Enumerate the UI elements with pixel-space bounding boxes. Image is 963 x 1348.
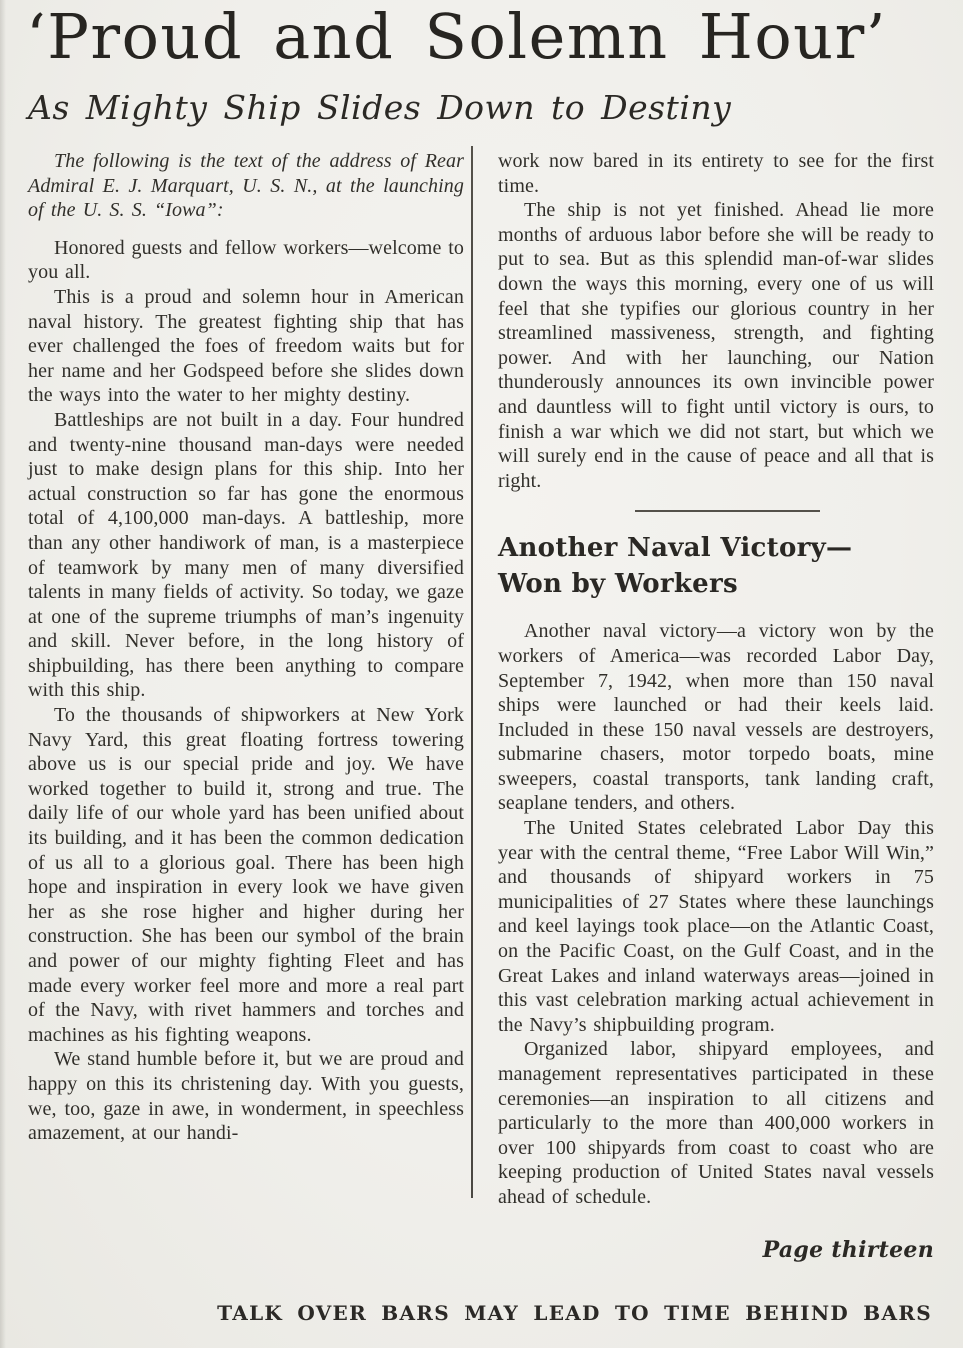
intro-note: The following is the text of the address of Rear Admiral E. J. Marquart, U. S. N., at the launching of the U. S. S. “Iowa”: [28,150,464,222]
paragraph: Organized labor, shipyard employees, and management representatives participated in these ceremonies—an inspiration to all citizens and particularly to the more than 400,000 workers in over 100 shipyards from coast to coast who are keeping production of United States naval vessels ahead of schedule. [498,1038,934,1208]
paragraph: Battleships are not built in a day. Four hundred and twenty-nine thousand man-days were needed just to make design plans for this ship. Into her actual construction so far has gone the enormous total of 4,100,000 man-days. A battleship, more than any other handiwork of man, is a masterpiece of teamwork by many men of many diversified talents in many fields of activity. So today, we gaze at one of the supreme triumphs of man’s ingenuity and skill. Never before, in the long history of shipbuilding, has there been anything to compare with this ship. [28,408,464,702]
paragraph: Another naval victory—a victory won by the workers of America—was recorded Labor Day, September 7, 1942, when more than 150 naval ships were launched or had their keels laid. Included in these 150 naval vessels are destroyers, submarine chasers, motor torpedo boats, mine sweepers, coastal transports, tank landing craft, seaplane tenders, and others. [498,620,934,815]
right-column [498,149,934,1263]
page-subtitle: As Mighty Ship Slides Down to Destiny [28,88,732,127]
left-column [28,149,464,1146]
section-divider-rule [635,510,820,512]
paragraph: The United States celebrated Labor Day this year with the central theme, “Free Labor Will Win,” and thousands of shipyard workers in 75 municipalities of 27 States where these launchings and keel layings took place—on the Atlantic Coast, on the Pacific Coast, on the Gulf Coast, and in the Great Lakes and inland waterways areas—joined in this vast celebration marking actual achievement in the Navy’s shipbuilding program. [498,817,934,1036]
paragraph: We stand humble before it, but we are proud and happy on this its christening day. With you guests, we, too, gaze in awe, in wonderment, in speechless amazement, at our handi- [28,1048,464,1145]
paragraph: To the thousands of shipworkers at New York Navy Yard, this great floating fortress towering above us is our special pride and joy. We have worked together to build it, strong and true. The daily life of our whole yard has been unified about its building, and it has been the common dedication of us all to a glorious goal. There has been high hope and inspiration in every look we have given her as she rose higher and higher during her construction. She has been our symbol of the brain and power of our mighty fighting Fleet and has made every worker feel more and more a real part of the Navy, with rivet hammers and torches and machines as his fighting weapons. [28,704,464,1046]
column-divider-rule [471,146,473,1198]
paragraph: This is a proud and solemn hour in American naval history. The greatest fighting ship that has ever challenged the foes of freedom waits but for her name and her Godspeed before she slides down the ways into the water to her mighty destiny. [28,285,464,407]
paragraph: Honored guests and fellow workers—welcome to you all. [28,236,464,284]
footer-slogan: TALK OVER BARS MAY LEAD TO TIME BEHIND BARS [217,1301,932,1325]
section-heading [498,530,934,602]
page-number-label: Page thirteen [762,1236,934,1263]
section-heading-line2: Won by Workers [498,569,738,600]
paragraph: The ship is not yet finished. Ahead lie more months of arduous labor before she will be ready to put to sea. But as this splendid man-of-war slides down the ways this morning, every one of us will feel that she typifies our glorious country in her streamlined massiveness, strength, and fighting power. And with her launching, our Nation thunderously announces its own invincible power and dauntless will to fight until victory is ours, to finish a war which we did not start, but which we will surely end in the cause of peace and all that is right. [498,199,934,492]
paragraph-continuation: work now bared in its entirety to see for the first time. [498,150,934,197]
section-heading-line1: Another Naval Victory— [498,533,853,564]
page-title: ‘Proud and Solemn Hour’ [26,0,887,73]
